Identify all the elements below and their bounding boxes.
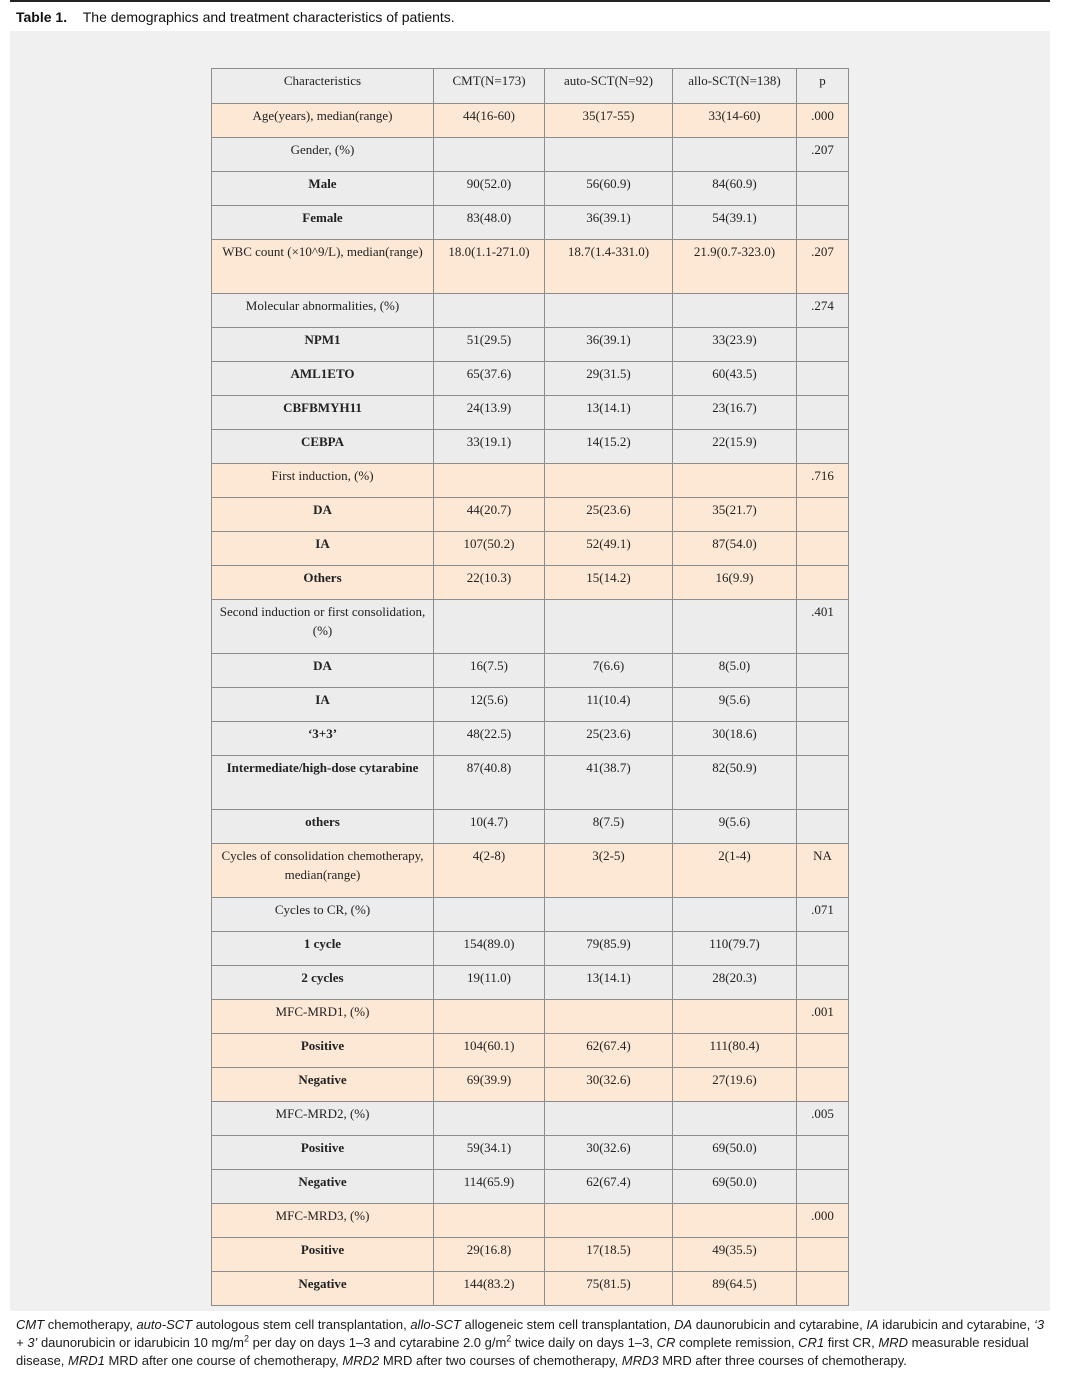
value-cell: 24(13.9) xyxy=(434,396,545,430)
characteristic-cell: DA xyxy=(212,654,434,688)
table-row xyxy=(212,532,849,566)
value-cell: 41(38.7) xyxy=(545,756,673,810)
table-row xyxy=(212,844,849,898)
top-rule xyxy=(10,0,1050,2)
value-cell: 18.7(1.4-331.0) xyxy=(545,240,673,294)
p-value-cell xyxy=(797,396,849,430)
value-cell xyxy=(673,898,797,932)
value-cell: 2(1-4) xyxy=(673,844,797,898)
characteristic-cell: MFC-MRD2, (%) xyxy=(212,1102,434,1136)
p-value-cell: .716 xyxy=(797,464,849,498)
p-value-cell xyxy=(797,1272,849,1306)
footnote-abbreviation: MRD xyxy=(878,1335,908,1350)
characteristic-cell: Age(years), median(range) xyxy=(212,104,434,138)
table-row xyxy=(212,396,849,430)
characteristic-cell: Molecular abnormalities, (%) xyxy=(212,294,434,328)
value-cell: 62(67.4) xyxy=(545,1170,673,1204)
footnote-text: chemotherapy, xyxy=(44,1317,137,1332)
footnote-abbreviation: IA xyxy=(866,1317,879,1332)
value-cell: 16(9.9) xyxy=(673,566,797,600)
table-row xyxy=(212,104,849,138)
p-value-cell: .005 xyxy=(797,1102,849,1136)
column-header: p xyxy=(797,69,849,104)
value-cell xyxy=(434,1204,545,1238)
value-cell: 87(54.0) xyxy=(673,532,797,566)
p-value-cell xyxy=(797,688,849,722)
characteristic-cell: AML1ETO xyxy=(212,362,434,396)
footnote-abbreviation: CR1 xyxy=(798,1335,825,1350)
table-row xyxy=(212,810,849,844)
table-row xyxy=(212,328,849,362)
p-value-cell xyxy=(797,1034,849,1068)
p-value-cell xyxy=(797,756,849,810)
characteristic-cell: Negative xyxy=(212,1272,434,1306)
value-cell: 10(4.7) xyxy=(434,810,545,844)
footnote-abbreviation: ‘3 + 3’ xyxy=(16,1317,1045,1350)
table-row xyxy=(212,206,849,240)
value-cell: 18.0(1.1-271.0) xyxy=(434,240,545,294)
value-cell: 56(60.9) xyxy=(545,172,673,206)
value-cell xyxy=(545,1000,673,1034)
characteristic-cell: Cycles of consolidation chemotherapy, median(range) xyxy=(212,844,434,898)
column-header: CMT(N=173) xyxy=(434,69,545,104)
value-cell: 30(32.6) xyxy=(545,1136,673,1170)
value-cell: 25(23.6) xyxy=(545,722,673,756)
characteristic-cell: Others xyxy=(212,566,434,600)
value-cell: 3(2-5) xyxy=(545,844,673,898)
value-cell: 107(50.2) xyxy=(434,532,545,566)
footnote-text: first CR, xyxy=(824,1335,879,1350)
p-value-cell xyxy=(797,498,849,532)
value-cell: 33(19.1) xyxy=(434,430,545,464)
table-row xyxy=(212,1238,849,1272)
value-cell: 33(23.9) xyxy=(673,328,797,362)
footnote-text: daunorubicin or idarubicin 10 mg/m xyxy=(37,1335,244,1350)
p-value-cell xyxy=(797,566,849,600)
p-value-cell xyxy=(797,328,849,362)
value-cell: 48(22.5) xyxy=(434,722,545,756)
table-header-row xyxy=(212,69,849,104)
table-row xyxy=(212,1204,849,1238)
value-cell xyxy=(673,1000,797,1034)
footnote-text: 2 xyxy=(244,1333,250,1344)
table-row xyxy=(212,1068,849,1102)
value-cell: 44(20.7) xyxy=(434,498,545,532)
value-cell: 15(14.2) xyxy=(545,566,673,600)
value-cell: 30(18.6) xyxy=(673,722,797,756)
footnote-abbreviation: allo-SCT xyxy=(410,1317,461,1332)
characteristic-cell: MFC-MRD3, (%) xyxy=(212,1204,434,1238)
value-cell: 8(5.0) xyxy=(673,654,797,688)
characteristic-cell: 1 cycle xyxy=(212,932,434,966)
value-cell: 30(32.6) xyxy=(545,1068,673,1102)
characteristic-cell: Positive xyxy=(212,1034,434,1068)
table-row xyxy=(212,498,849,532)
p-value-cell: .401 xyxy=(797,600,849,654)
value-cell: 4(2-8) xyxy=(434,844,545,898)
value-cell: 54(39.1) xyxy=(673,206,797,240)
value-cell: 19(11.0) xyxy=(434,966,545,1000)
column-header: Characteristics xyxy=(212,69,434,104)
p-value-cell: .000 xyxy=(797,1204,849,1238)
p-value-cell xyxy=(797,532,849,566)
value-cell: 44(16-60) xyxy=(434,104,545,138)
value-cell: 22(10.3) xyxy=(434,566,545,600)
value-cell: 69(50.0) xyxy=(673,1136,797,1170)
characteristic-cell: NPM1 xyxy=(212,328,434,362)
value-cell: 35(21.7) xyxy=(673,498,797,532)
characteristic-cell: First induction, (%) xyxy=(212,464,434,498)
value-cell: 111(80.4) xyxy=(673,1034,797,1068)
p-value-cell: .071 xyxy=(797,898,849,932)
value-cell xyxy=(673,464,797,498)
p-value-cell xyxy=(797,1068,849,1102)
table-row xyxy=(212,654,849,688)
table-caption xyxy=(16,9,455,25)
value-cell xyxy=(434,600,545,654)
value-cell: 60(43.5) xyxy=(673,362,797,396)
footnote-abbreviation: DA xyxy=(674,1317,693,1332)
demographics-table xyxy=(211,68,849,1306)
characteristic-cell: MFC-MRD1, (%) xyxy=(212,1000,434,1034)
value-cell xyxy=(673,1102,797,1136)
value-cell xyxy=(434,1102,545,1136)
table-row xyxy=(212,362,849,396)
table-row xyxy=(212,966,849,1000)
value-cell: 59(34.1) xyxy=(434,1136,545,1170)
value-cell xyxy=(434,1000,545,1034)
value-cell: 22(15.9) xyxy=(673,430,797,464)
table-row xyxy=(212,1170,849,1204)
value-cell: 62(67.4) xyxy=(545,1034,673,1068)
value-cell: 82(50.9) xyxy=(673,756,797,810)
characteristic-cell: Positive xyxy=(212,1238,434,1272)
table-row xyxy=(212,430,849,464)
footnote-text: idarubicin and cytarabine, xyxy=(878,1317,1035,1332)
value-cell: 75(81.5) xyxy=(545,1272,673,1306)
footnote-abbreviation: MRD3 xyxy=(621,1353,659,1368)
value-cell xyxy=(434,464,545,498)
p-value-cell xyxy=(797,206,849,240)
table-row xyxy=(212,600,849,654)
value-cell: 65(37.6) xyxy=(434,362,545,396)
characteristic-cell: CBFBMYH11 xyxy=(212,396,434,430)
footnote-text: MRD after one course of chemotherapy, xyxy=(104,1353,343,1368)
p-value-cell xyxy=(797,932,849,966)
table-title: The demographics and treatment characteristics of patients. xyxy=(82,9,455,25)
footnote-text: MRD after two courses of chemotherapy, xyxy=(379,1353,622,1368)
value-cell: 36(39.1) xyxy=(545,328,673,362)
characteristic-cell: CEBPA xyxy=(212,430,434,464)
characteristic-cell: Intermediate/high-dose cytarabine xyxy=(212,756,434,810)
p-value-cell xyxy=(797,172,849,206)
value-cell: 90(52.0) xyxy=(434,172,545,206)
p-value-cell: NA xyxy=(797,844,849,898)
column-header: allo-SCT(N=138) xyxy=(673,69,797,104)
characteristic-cell: DA xyxy=(212,498,434,532)
value-cell: 28(20.3) xyxy=(673,966,797,1000)
characteristic-cell: others xyxy=(212,810,434,844)
value-cell: 52(49.1) xyxy=(545,532,673,566)
p-value-cell: .207 xyxy=(797,138,849,172)
value-cell: 11(10.4) xyxy=(545,688,673,722)
table-row xyxy=(212,1102,849,1136)
column-header: auto-SCT(N=92) xyxy=(545,69,673,104)
table-row xyxy=(212,722,849,756)
table-row xyxy=(212,566,849,600)
table-row xyxy=(212,756,849,810)
value-cell: 154(89.0) xyxy=(434,932,545,966)
characteristic-cell: WBC count (×10^9/L), median(range) xyxy=(212,240,434,294)
table-row xyxy=(212,1034,849,1068)
characteristic-cell: Positive xyxy=(212,1136,434,1170)
value-cell: 9(5.6) xyxy=(673,810,797,844)
footnote-abbreviation: CMT xyxy=(16,1317,45,1332)
p-value-cell xyxy=(797,654,849,688)
footnote-text: 2 xyxy=(506,1333,512,1344)
characteristic-cell: Male xyxy=(212,172,434,206)
table-body xyxy=(212,104,849,1306)
value-cell: 83(48.0) xyxy=(434,206,545,240)
value-cell: 49(35.5) xyxy=(673,1238,797,1272)
value-cell: 12(5.6) xyxy=(434,688,545,722)
value-cell: 17(18.5) xyxy=(545,1238,673,1272)
footnote-abbreviation: CR xyxy=(656,1335,676,1350)
p-value-cell xyxy=(797,722,849,756)
characteristic-cell: IA xyxy=(212,532,434,566)
characteristic-cell: Cycles to CR, (%) xyxy=(212,898,434,932)
value-cell: 51(29.5) xyxy=(434,328,545,362)
footnote-abbreviation: MRD2 xyxy=(342,1353,380,1368)
value-cell: 114(65.9) xyxy=(434,1170,545,1204)
p-value-cell xyxy=(797,1170,849,1204)
value-cell: 13(14.1) xyxy=(545,966,673,1000)
footnote-text: measurable residual disease, xyxy=(16,1335,1029,1368)
p-value-cell: .000 xyxy=(797,104,849,138)
value-cell: 110(79.7) xyxy=(673,932,797,966)
value-cell xyxy=(545,138,673,172)
characteristic-cell: Gender, (%) xyxy=(212,138,434,172)
value-cell xyxy=(545,464,673,498)
value-cell: 144(83.2) xyxy=(434,1272,545,1306)
value-cell: 7(6.6) xyxy=(545,654,673,688)
characteristic-cell: 2 cycles xyxy=(212,966,434,1000)
table-row xyxy=(212,1000,849,1034)
value-cell xyxy=(673,600,797,654)
table-row xyxy=(212,898,849,932)
p-value-cell xyxy=(797,1136,849,1170)
characteristic-cell: IA xyxy=(212,688,434,722)
value-cell: 104(60.1) xyxy=(434,1034,545,1068)
characteristic-cell: Negative xyxy=(212,1068,434,1102)
p-value-cell xyxy=(797,810,849,844)
footnote-text: per day on days 1–3 and cytarabine 2.0 g/m xyxy=(249,1335,507,1350)
value-cell xyxy=(434,138,545,172)
table-row xyxy=(212,932,849,966)
p-value-cell xyxy=(797,362,849,396)
value-cell: 36(39.1) xyxy=(545,206,673,240)
table-row xyxy=(212,172,849,206)
value-cell: 87(40.8) xyxy=(434,756,545,810)
value-cell: 16(7.5) xyxy=(434,654,545,688)
value-cell: 84(60.9) xyxy=(673,172,797,206)
footnote-text: twice daily on days 1–3, xyxy=(511,1335,657,1350)
value-cell xyxy=(545,294,673,328)
value-cell: 21.9(0.7-323.0) xyxy=(673,240,797,294)
value-cell xyxy=(434,898,545,932)
p-value-cell xyxy=(797,966,849,1000)
value-cell xyxy=(673,1204,797,1238)
p-value-cell xyxy=(797,1238,849,1272)
characteristic-cell: Second induction or first consolidation, (%) xyxy=(212,600,434,654)
p-value-cell: .207 xyxy=(797,240,849,294)
footnote-text: MRD after three courses of chemotherapy. xyxy=(658,1353,907,1368)
value-cell: 69(39.9) xyxy=(434,1068,545,1102)
table-footnote xyxy=(16,1316,1048,1370)
table-row xyxy=(212,294,849,328)
value-cell: 25(23.6) xyxy=(545,498,673,532)
footnote-text: daunorubicin and cytarabine, xyxy=(692,1317,867,1332)
table-row xyxy=(212,138,849,172)
value-cell: 9(5.6) xyxy=(673,688,797,722)
value-cell: 29(16.8) xyxy=(434,1238,545,1272)
value-cell: 79(85.9) xyxy=(545,932,673,966)
table-row xyxy=(212,240,849,294)
characteristic-cell: Female xyxy=(212,206,434,240)
value-cell: 89(64.5) xyxy=(673,1272,797,1306)
value-cell: 29(31.5) xyxy=(545,362,673,396)
footnote-abbreviation: MRD1 xyxy=(68,1353,105,1368)
value-cell: 14(15.2) xyxy=(545,430,673,464)
value-cell xyxy=(434,294,545,328)
p-value-cell: .274 xyxy=(797,294,849,328)
table-row xyxy=(212,1136,849,1170)
value-cell xyxy=(545,898,673,932)
value-cell: 23(16.7) xyxy=(673,396,797,430)
value-cell: 8(7.5) xyxy=(545,810,673,844)
value-cell: 13(14.1) xyxy=(545,396,673,430)
table-label: Table 1. xyxy=(16,9,68,25)
table-row xyxy=(212,1272,849,1306)
value-cell xyxy=(545,1204,673,1238)
footnote-text: allogeneic stem cell transplantation, xyxy=(460,1317,675,1332)
value-cell xyxy=(673,138,797,172)
footnote-abbreviation: auto-SCT xyxy=(136,1317,193,1332)
value-cell xyxy=(545,1102,673,1136)
footnote-text: complete remission, xyxy=(675,1335,799,1350)
value-cell: 35(17-55) xyxy=(545,104,673,138)
value-cell xyxy=(545,600,673,654)
table-row xyxy=(212,464,849,498)
value-cell xyxy=(673,294,797,328)
footnote-text: autologous stem cell transplantation, xyxy=(192,1317,411,1332)
p-value-cell: .001 xyxy=(797,1000,849,1034)
value-cell: 33(14-60) xyxy=(673,104,797,138)
characteristic-cell: ‘3+3’ xyxy=(212,722,434,756)
characteristic-cell: Negative xyxy=(212,1170,434,1204)
table-row xyxy=(212,688,849,722)
value-cell: 69(50.0) xyxy=(673,1170,797,1204)
p-value-cell xyxy=(797,430,849,464)
value-cell: 27(19.6) xyxy=(673,1068,797,1102)
